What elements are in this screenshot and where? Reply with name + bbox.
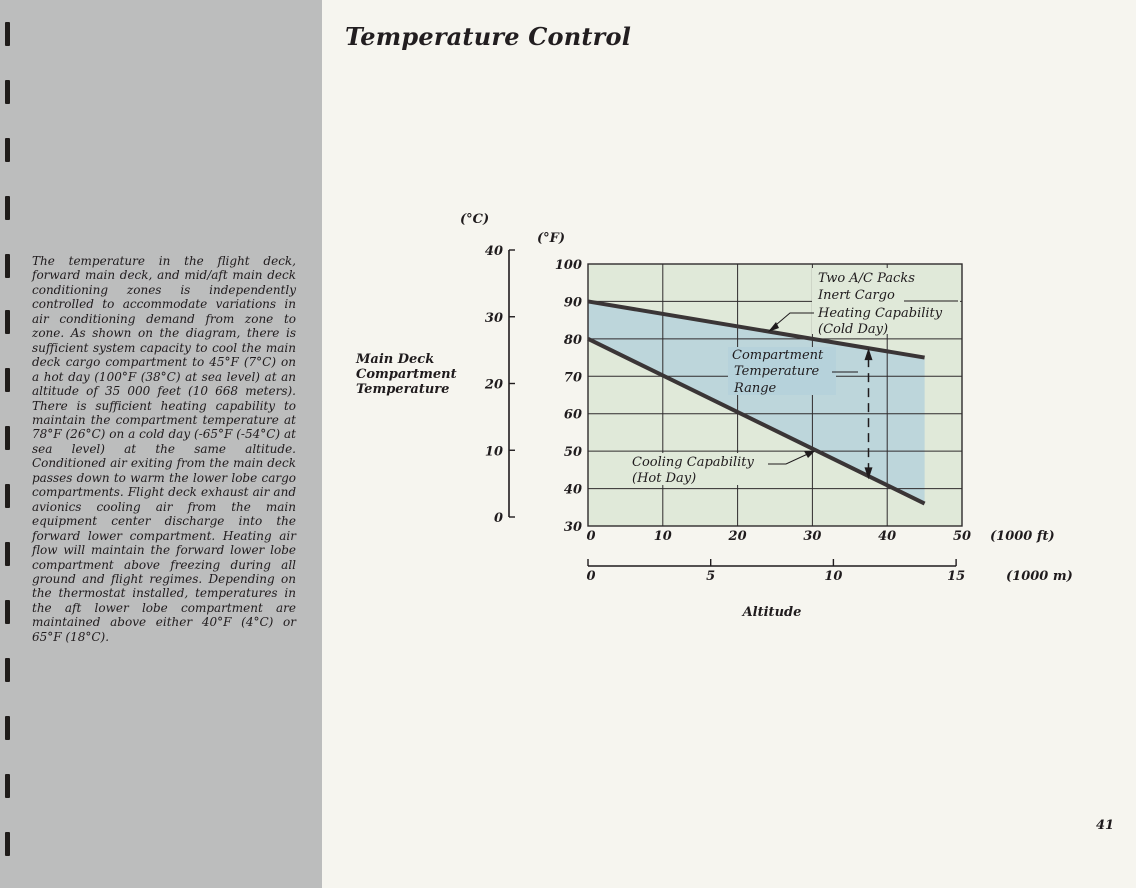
- x-tick-label-ft: 40: [878, 529, 897, 544]
- y-tick-label-c: 10: [484, 444, 503, 460]
- page-number: 41: [1096, 818, 1115, 833]
- x-tick-label-ft: 20: [728, 529, 747, 544]
- y-axis-label: Compartment: [356, 367, 457, 382]
- annotation-packs: Two A/C Packs: [818, 271, 915, 286]
- x-unit-feet: (1000 ft): [990, 529, 1055, 544]
- annotation-cooling: Cooling Capability: [632, 455, 754, 470]
- y-tick-label-f: 100: [554, 258, 582, 273]
- y-axis-label: Temperature: [356, 382, 450, 397]
- y-tick-label-c: 20: [484, 377, 503, 393]
- annotation-cold-day: (Cold Day): [818, 322, 889, 337]
- y-tick-label-f: 30: [563, 520, 582, 535]
- y-axis-label: Main Deck: [356, 352, 435, 367]
- y-tick-label-c: 30: [484, 310, 503, 326]
- y-tick-label-f: 80: [563, 332, 582, 348]
- y-tick-label-c: 0: [493, 511, 503, 526]
- x-tick-label-m: 0: [586, 569, 596, 584]
- x-tick-label-m: 10: [824, 569, 843, 584]
- annotation-heating: Heating Capability: [818, 306, 943, 321]
- x-tick-label-ft: 50: [952, 529, 972, 544]
- annotation-inert-cargo: Inert Cargo: [818, 288, 895, 303]
- y-tick-label-f: 60: [563, 407, 582, 423]
- page-title: Temperature Control: [345, 22, 632, 51]
- x-unit-meters: (1000 m): [1006, 569, 1073, 584]
- annotation-hot-day: (Hot Day): [632, 471, 697, 486]
- y-unit-fahrenheit: (°F): [537, 231, 566, 246]
- x-tick-label-ft: 30: [803, 529, 822, 544]
- y-unit-celsius: (°C): [460, 212, 490, 227]
- x-tick-label-m: 5: [706, 569, 716, 584]
- annotation-compartment: Compartment: [732, 348, 824, 363]
- y-tick-label-f: 50: [563, 445, 582, 461]
- x-tick-label-ft: 10: [653, 529, 672, 544]
- annotation-temperature: Temperature: [734, 364, 820, 379]
- annotation-range: Range: [734, 381, 777, 396]
- x-tick-label-ft: 0: [586, 529, 596, 544]
- x-axis-label: Altitude: [742, 605, 802, 620]
- y-tick-label-f: 90: [563, 295, 582, 311]
- y-tick-label-f: 70: [563, 370, 582, 386]
- y-tick-label-f: 40: [563, 482, 582, 498]
- y-tick-label-c: 40: [484, 244, 503, 259]
- x-tick-label-m: 15: [947, 569, 966, 584]
- body-paragraph: The temperature in the flight deck, forward main deck, and mid/aft main deck conditioning zones is independently controlled to accommodate variations in air conditioning demand from zone to zone. As shown on the diagram, there is sufficient system capacity to cool the main deck cargo compartment to 45°F (7°C) on a hot day (100°F (38°C) at sea level) at an altitude of 35 000 feet (10 668 meters). There is sufficient heating capability to maintain the compartment temperature at 78°F (26°C) on a cold day (-65°F (-54°C) at sea level) at the same altitude. Conditioned air exiting from the main deck passes down to warm the lower lobe cargo compartments. Flight deck exhaust air and avionics cooling air from the main equipment center discharge into the forward lower compartment. Heating air flow will maintain the forward lower lobe compartment above freezing during all ground and flight regimes. Depending on the thermostat installed, temperatures in the aft lower lobe compartment are maintained above either 40°F (4°C) or 65°F (18°C).: [32, 254, 296, 644]
